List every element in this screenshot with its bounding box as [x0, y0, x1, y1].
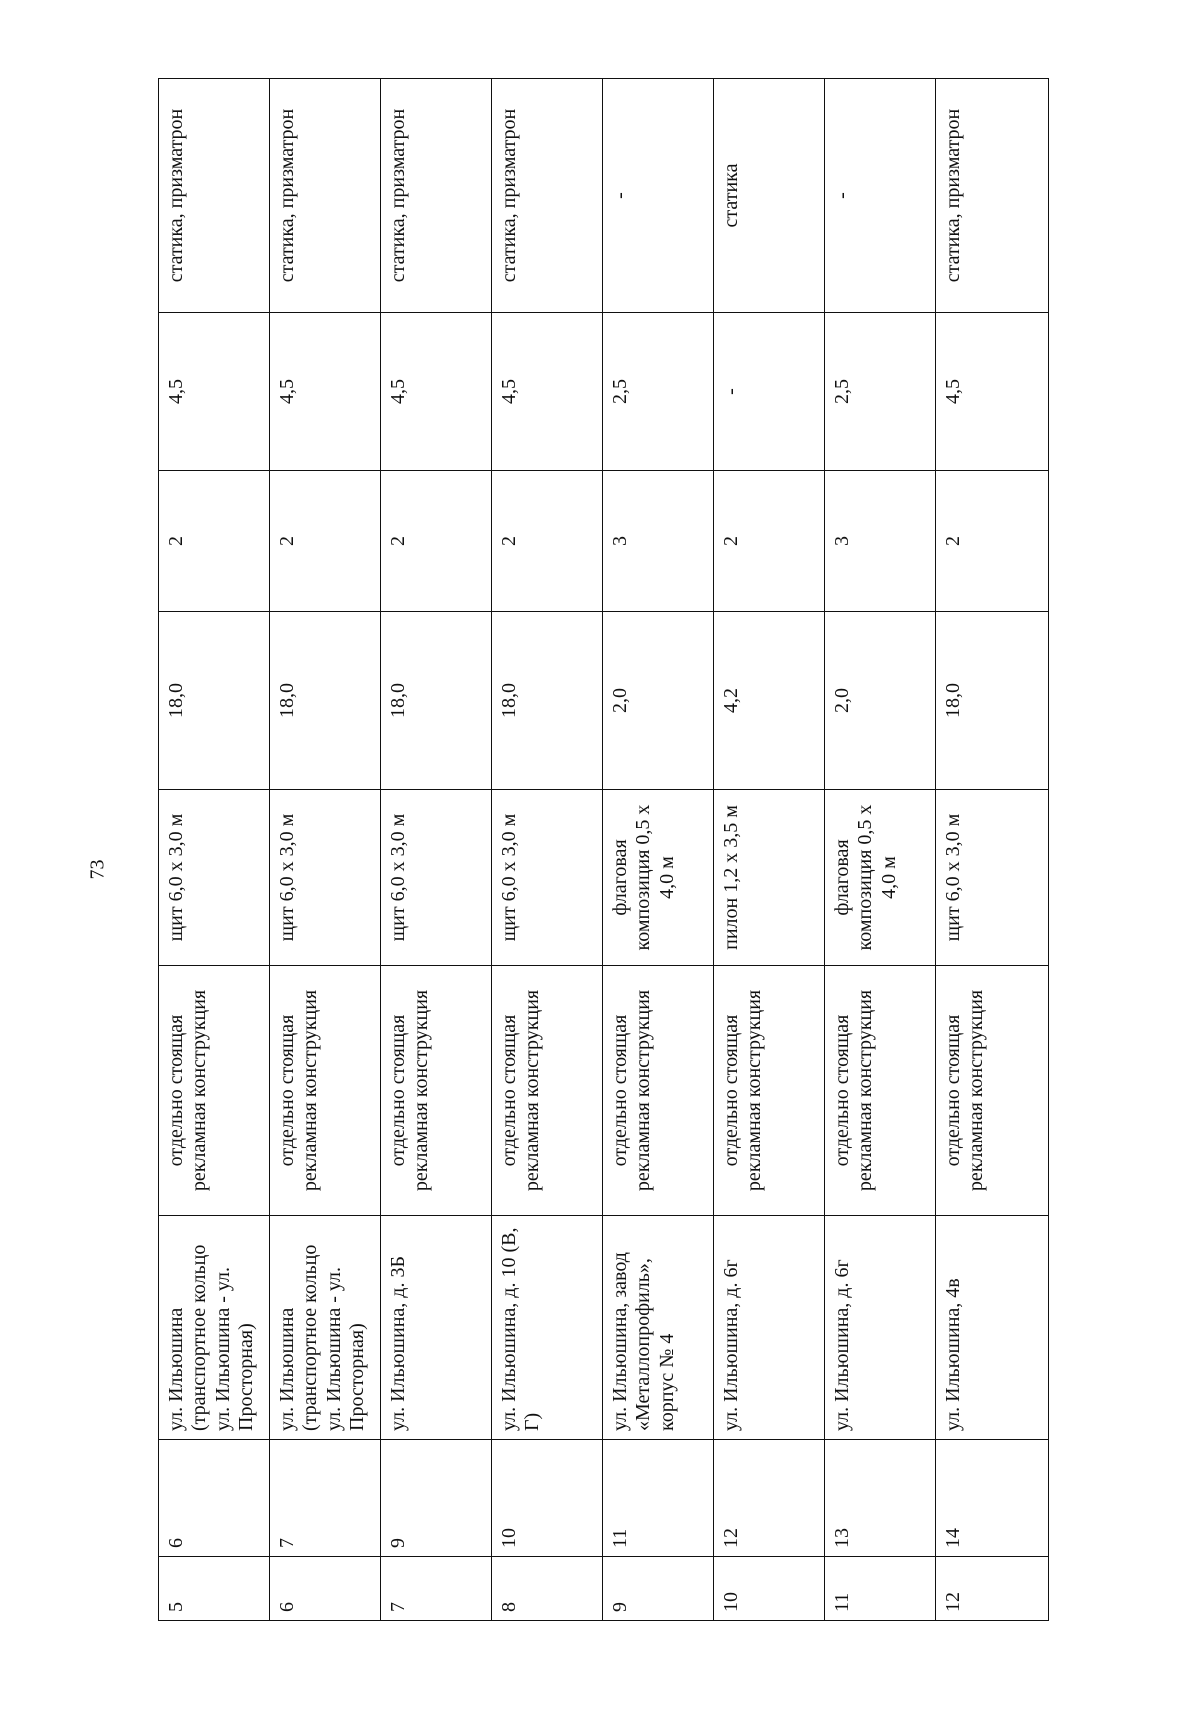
construction-type-cell: отдельно стоящая рекламная конструкция: [936, 966, 1049, 1216]
technology-cell: -: [603, 79, 714, 313]
area-cell: 18,0: [159, 612, 270, 790]
sides-cell: 3: [825, 471, 936, 612]
row-index-cell: 9: [603, 1557, 714, 1621]
table-row: [381, 79, 492, 1621]
row-number-cell: 7: [270, 1440, 381, 1557]
table-row: [159, 79, 270, 1621]
format-cell: щит 6,0 х 3,0 м: [936, 790, 1049, 966]
area-cell: 18,0: [270, 612, 381, 790]
table-row: [714, 79, 825, 1621]
technology-cell: -: [825, 79, 936, 313]
height-cell: 2,5: [825, 313, 936, 471]
height-cell: 4,5: [492, 313, 603, 471]
construction-type-cell: отдельно стоящая рекламная конструкция: [159, 966, 270, 1216]
row-number-cell: 6: [159, 1440, 270, 1557]
format-cell: флаговая композиция 0,5 х 4,0 м: [825, 790, 936, 966]
address-cell: ул. Ильюшина, д. 6г: [714, 1216, 825, 1440]
page-number: 73: [86, 859, 109, 880]
table-row: [825, 79, 936, 1621]
construction-type-cell: отдельно стоящая рекламная конструкция: [381, 966, 492, 1216]
address-cell: ул. Ильюшина, 4в: [936, 1216, 1049, 1440]
sides-cell: 3: [603, 471, 714, 612]
technology-cell: статика, призматрон: [270, 79, 381, 313]
sides-cell: 2: [714, 471, 825, 612]
construction-type-cell: отдельно стоящая рекламная конструкция: [603, 966, 714, 1216]
row-number-cell: 10: [492, 1440, 603, 1557]
format-cell: щит 6,0 х 3,0 м: [270, 790, 381, 966]
technology-cell: статика, призматрон: [936, 79, 1049, 313]
height-cell: 4,5: [270, 313, 381, 471]
format-cell: щит 6,0 х 3,0 м: [492, 790, 603, 966]
row-number-cell: 12: [714, 1440, 825, 1557]
construction-type-cell: отдельно стоящая рекламная конструкция: [492, 966, 603, 1216]
data-table: [158, 78, 1049, 1621]
address-cell: ул. Ильюшина (транспортное кольцо ул. Ильюшина - ул. Просторная): [159, 1216, 270, 1440]
row-index-cell: 11: [825, 1557, 936, 1621]
format-cell: щит 6,0 х 3,0 м: [381, 790, 492, 966]
area-cell: 18,0: [936, 612, 1049, 790]
address-cell: ул. Ильюшина, д. 6г: [825, 1216, 936, 1440]
sides-cell: 2: [492, 471, 603, 612]
technology-cell: статика, призматрон: [159, 79, 270, 313]
area-cell: 18,0: [492, 612, 603, 790]
construction-type-cell: отдельно стоящая рекламная конструкция: [714, 966, 825, 1216]
row-index-cell: 10: [714, 1557, 825, 1621]
sides-cell: 2: [159, 471, 270, 612]
row-number-cell: 9: [381, 1440, 492, 1557]
format-cell: пилон 1,2 х 3,5 м: [714, 790, 825, 966]
height-cell: -: [714, 313, 825, 471]
height-cell: 2,5: [603, 313, 714, 471]
row-index-cell: 8: [492, 1557, 603, 1621]
row-number-cell: 13: [825, 1440, 936, 1557]
row-index-cell: 12: [936, 1557, 1049, 1621]
table-row: [936, 79, 1049, 1621]
technology-cell: статика, призматрон: [492, 79, 603, 313]
table-row: [603, 79, 714, 1621]
sides-cell: 2: [270, 471, 381, 612]
construction-type-cell: отдельно стоящая рекламная конструкция: [825, 966, 936, 1216]
row-index-cell: 5: [159, 1557, 270, 1621]
area-cell: 18,0: [381, 612, 492, 790]
sides-cell: 2: [936, 471, 1049, 612]
address-cell: ул. Ильюшина, д. 3Б: [381, 1216, 492, 1440]
area-cell: 2,0: [603, 612, 714, 790]
address-cell: ул. Ильюшина, завод «Металлопрофиль», корпус № 4: [603, 1216, 714, 1440]
address-cell: ул. Ильюшина, д. 10 (В, Г): [492, 1216, 603, 1440]
format-cell: флаговая композиция 0,5 х 4,0 м: [603, 790, 714, 966]
technology-cell: статика: [714, 79, 825, 313]
row-index-cell: 7: [381, 1557, 492, 1621]
height-cell: 4,5: [381, 313, 492, 471]
area-cell: 4,2: [714, 612, 825, 790]
row-number-cell: 11: [603, 1440, 714, 1557]
height-cell: 4,5: [936, 313, 1049, 471]
table-row: [270, 79, 381, 1621]
construction-type-cell: отдельно стоящая рекламная конструкция: [270, 966, 381, 1216]
rotated-table-wrapper: [158, 79, 1048, 1621]
height-cell: 4,5: [159, 313, 270, 471]
sides-cell: 2: [381, 471, 492, 612]
row-index-cell: 6: [270, 1557, 381, 1621]
format-cell: щит 6,0 х 3,0 м: [159, 790, 270, 966]
table-row: [492, 79, 603, 1621]
address-cell: ул. Ильюшина (транспортное кольцо ул. Ильюшина - ул. Просторная): [270, 1216, 381, 1440]
table-body: [159, 79, 1049, 1621]
row-number-cell: 14: [936, 1440, 1049, 1557]
technology-cell: статика, призматрон: [381, 79, 492, 313]
area-cell: 2,0: [825, 612, 936, 790]
